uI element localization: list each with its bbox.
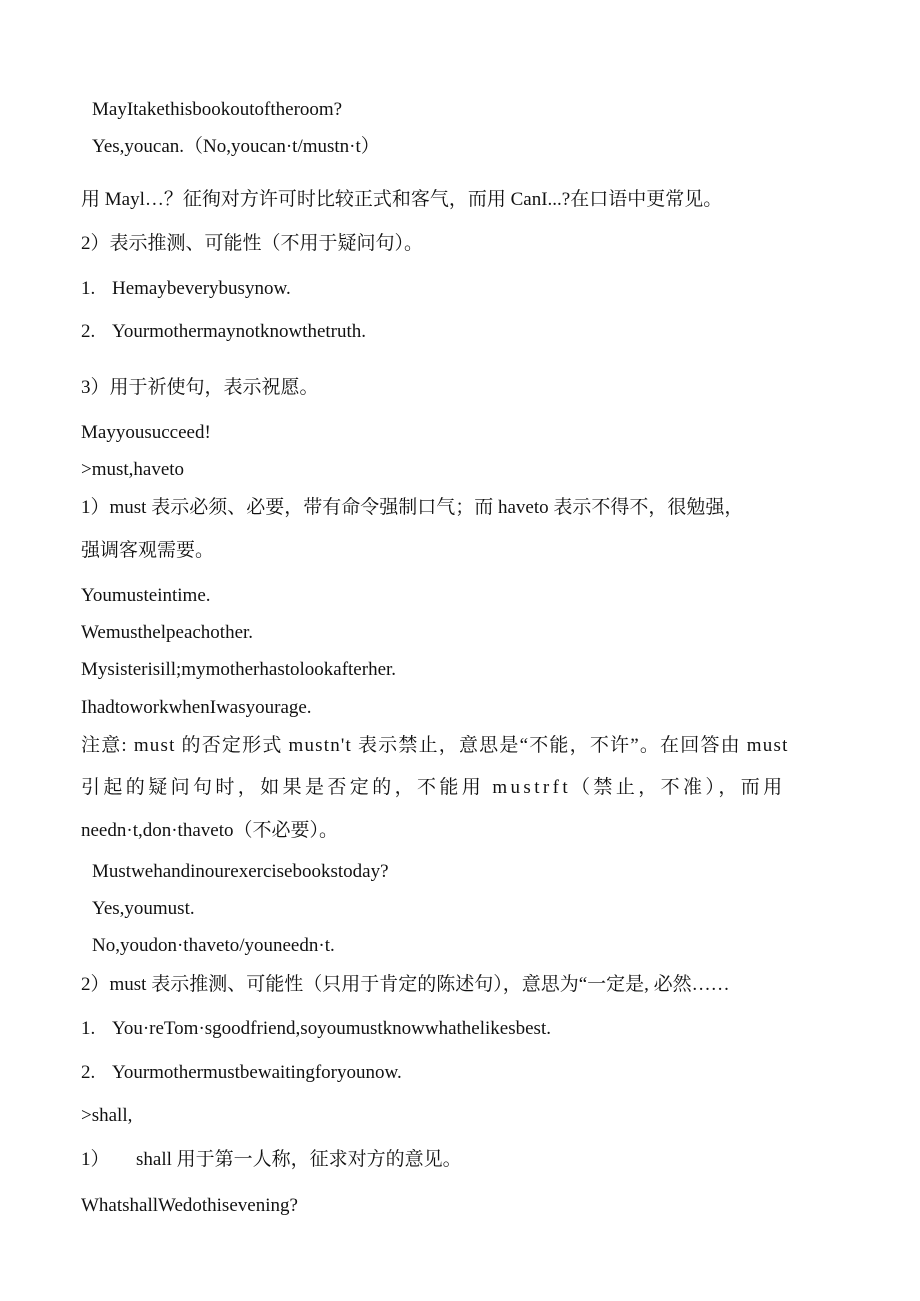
- point-must-1-cont: 强调客观需要。: [81, 540, 215, 561]
- note-mustnt-cont: 引起的疑问句时，如果是否定的，不能用 mustrft（禁止，不准），而用: [81, 777, 786, 798]
- example-may-answer: Yes,youcan.（No,youcan·t/mustn·t）: [92, 136, 380, 157]
- example-may-question: MayItakethisbookoutoftheroom?: [92, 99, 343, 120]
- numbered-example: [81, 1061, 402, 1085]
- example-number: 1.: [81, 1018, 96, 1039]
- point-must-1: 1）must 表示必须、必要，带有命令强制口气；而 haveto 表示不得不，很勉强，: [81, 497, 744, 518]
- point-number: 1）: [81, 1149, 110, 1170]
- note-mustnt: 注意: must 的否定形式 mustn't 表示禁止，意思是“不能，不许”。在回答由 must: [81, 735, 789, 756]
- section-heading-shall: >shall,: [81, 1105, 133, 1126]
- example-must-answer-yes: Yes,youmust.: [92, 898, 195, 919]
- point-may-2: 2）表示推测、可能性（不用于疑问句）。: [81, 233, 424, 254]
- example-text: You·reTom·sgoodfriend,soyoumustknowwhathelikesbest.: [112, 1018, 551, 1039]
- point-may-3: 3）用于祈使句，表示祝愿。: [81, 377, 319, 398]
- example-text: Hemaybeverybusynow.: [112, 278, 291, 299]
- point-must-2: 2）must 表示推测、可能性（只用于肯定的陈述句），意思为“一定是, 必然……: [81, 974, 730, 995]
- example-must-question: Mustwehandinourexercisebookstoday?: [92, 861, 389, 882]
- example-number: 2.: [81, 321, 96, 342]
- note-mustnt-end: needn·t,don·thaveto（不必要）。: [81, 820, 338, 841]
- example-number: 1.: [81, 278, 96, 299]
- example-must: Youmusteintime.: [81, 585, 211, 606]
- point-shall-1: [81, 1148, 462, 1172]
- example-had-to: IhadtoworkwhenIwasyourage.: [81, 697, 312, 718]
- note-may-can: 用 Mayl…？征徇对方许可时比较正式和客气，而用 CanI...?在口语中更常见。: [81, 189, 723, 210]
- numbered-example: [81, 320, 366, 344]
- numbered-example: [81, 277, 291, 301]
- example-have-to: Mysisterisill;mymotherhastolookafterher.: [81, 659, 397, 680]
- point-text: shall 用于第一人称，征求对方的意见。: [136, 1149, 462, 1170]
- example-text: Yourmothermaynotknowthetruth.: [112, 321, 367, 342]
- example-text: Yourmothermustbewaitingforyounow.: [112, 1062, 402, 1083]
- example-shall: WhatshallWedothisevening?: [81, 1195, 298, 1216]
- example-number: 2.: [81, 1062, 96, 1083]
- example-must: Wemusthelpeachother.: [81, 622, 254, 643]
- example-may-succeed: Mayyousucceed!: [81, 422, 211, 443]
- example-must-answer-no: No,youdon·thaveto/youneedn·t.: [92, 935, 335, 956]
- section-heading-must: >must,haveto: [81, 459, 185, 480]
- numbered-example: [81, 1017, 551, 1041]
